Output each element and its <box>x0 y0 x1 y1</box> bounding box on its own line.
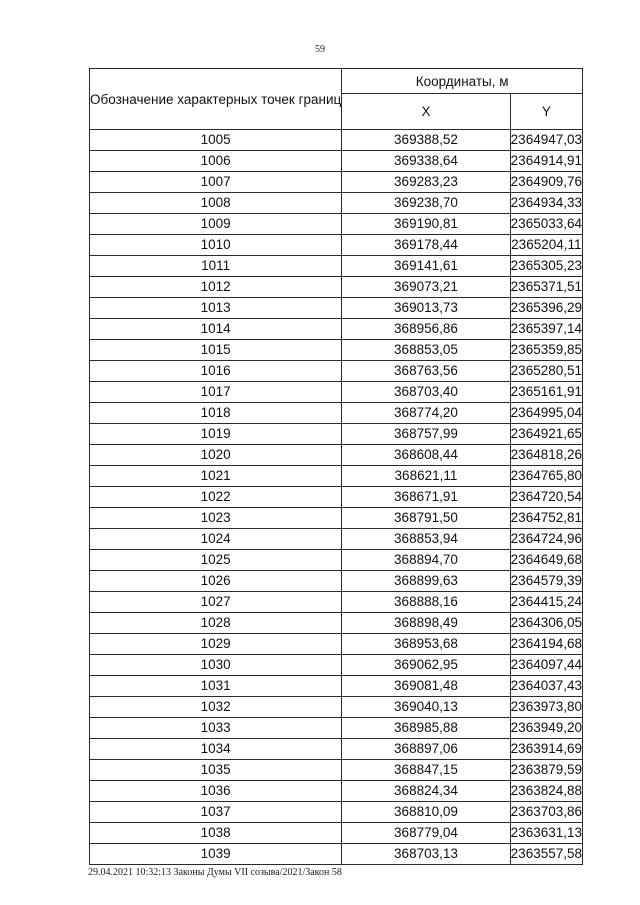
x-coordinate-cell: 369238,70 <box>342 193 510 214</box>
y-coordinate-cell: 2364765,80 <box>510 466 582 487</box>
point-id-cell: 1027 <box>90 592 342 613</box>
x-coordinate-cell: 368824,34 <box>342 781 510 802</box>
table-row <box>90 445 583 466</box>
point-id-cell: 1023 <box>90 508 342 529</box>
point-id-cell: 1033 <box>90 718 342 739</box>
point-id-cell: 1038 <box>90 823 342 844</box>
y-coordinate-cell: 2363703,86 <box>510 802 582 823</box>
table-row <box>90 361 583 382</box>
point-id-cell: 1031 <box>90 676 342 697</box>
table-row <box>90 193 583 214</box>
point-id-cell: 1006 <box>90 151 342 172</box>
table-row <box>90 340 583 361</box>
y-coordinate-cell: 2364995,04 <box>510 403 582 424</box>
x-coordinate-cell: 369062,95 <box>342 655 510 676</box>
x-coordinate-cell: 369141,61 <box>342 256 510 277</box>
table-row <box>90 130 583 151</box>
point-id-cell: 1028 <box>90 613 342 634</box>
x-coordinate-cell: 368956,86 <box>342 319 510 340</box>
point-id-cell: 1037 <box>90 802 342 823</box>
point-id-cell: 1034 <box>90 739 342 760</box>
y-coordinate-cell: 2363949,20 <box>510 718 582 739</box>
table-row <box>90 781 583 802</box>
table-row <box>90 529 583 550</box>
point-id-cell: 1029 <box>90 634 342 655</box>
table-row <box>90 760 583 781</box>
table-row <box>90 613 583 634</box>
table-row <box>90 592 583 613</box>
header-y: Y <box>510 94 582 130</box>
x-coordinate-cell: 368898,49 <box>342 613 510 634</box>
point-id-cell: 1013 <box>90 298 342 319</box>
y-coordinate-cell: 2365161,91 <box>510 382 582 403</box>
table-row <box>90 172 583 193</box>
header-x: X <box>342 94 510 130</box>
table-row <box>90 739 583 760</box>
x-coordinate-cell: 368621,11 <box>342 466 510 487</box>
y-coordinate-cell: 2364649,68 <box>510 550 582 571</box>
table-row <box>90 697 583 718</box>
table-row <box>90 214 583 235</box>
x-coordinate-cell: 368774,20 <box>342 403 510 424</box>
y-coordinate-cell: 2363557,58 <box>510 844 582 865</box>
y-coordinate-cell: 2365305,23 <box>510 256 582 277</box>
y-coordinate-cell: 2364921,65 <box>510 424 582 445</box>
table-row <box>90 382 583 403</box>
point-id-cell: 1005 <box>90 130 342 151</box>
point-id-cell: 1039 <box>90 844 342 865</box>
table-row <box>90 403 583 424</box>
coordinates-table <box>89 68 583 865</box>
x-coordinate-cell: 368953,68 <box>342 634 510 655</box>
x-coordinate-cell: 368894,70 <box>342 550 510 571</box>
x-coordinate-cell: 368779,04 <box>342 823 510 844</box>
table-row <box>90 550 583 571</box>
table-row <box>90 571 583 592</box>
x-coordinate-cell: 369081,48 <box>342 676 510 697</box>
table-row <box>90 718 583 739</box>
x-coordinate-cell: 369073,21 <box>342 277 510 298</box>
x-coordinate-cell: 368897,06 <box>342 739 510 760</box>
point-id-cell: 1017 <box>90 382 342 403</box>
page-number: 59 <box>315 44 325 55</box>
x-coordinate-cell: 369178,44 <box>342 235 510 256</box>
y-coordinate-cell: 2364752,81 <box>510 508 582 529</box>
y-coordinate-cell: 2363631,13 <box>510 823 582 844</box>
x-coordinate-cell: 368888,16 <box>342 592 510 613</box>
y-coordinate-cell: 2364579,39 <box>510 571 582 592</box>
y-coordinate-cell: 2364097,44 <box>510 655 582 676</box>
point-id-cell: 1021 <box>90 466 342 487</box>
table-row <box>90 487 583 508</box>
y-coordinate-cell: 2363824,88 <box>510 781 582 802</box>
table-row <box>90 508 583 529</box>
point-id-cell: 1018 <box>90 403 342 424</box>
point-id-cell: 1036 <box>90 781 342 802</box>
x-coordinate-cell: 369388,52 <box>342 130 510 151</box>
table-row <box>90 298 583 319</box>
point-id-cell: 1025 <box>90 550 342 571</box>
y-coordinate-cell: 2364909,76 <box>510 172 582 193</box>
table-row <box>90 676 583 697</box>
y-coordinate-cell: 2364415,24 <box>510 592 582 613</box>
point-id-cell: 1035 <box>90 760 342 781</box>
table-row <box>90 844 583 865</box>
point-id-cell: 1012 <box>90 277 342 298</box>
table-row <box>90 823 583 844</box>
x-coordinate-cell: 369040,13 <box>342 697 510 718</box>
y-coordinate-cell: 2365396,29 <box>510 298 582 319</box>
point-id-cell: 1024 <box>90 529 342 550</box>
header-coordinates: Координаты, м <box>342 69 583 94</box>
point-id-cell: 1007 <box>90 172 342 193</box>
y-coordinate-cell: 2364934,33 <box>510 193 582 214</box>
y-coordinate-cell: 2365359,85 <box>510 340 582 361</box>
table-row <box>90 319 583 340</box>
table-row <box>90 655 583 676</box>
header-point-label: Обозначение характерных точек границ <box>90 69 342 130</box>
x-coordinate-cell: 368810,09 <box>342 802 510 823</box>
y-coordinate-cell: 2363879,59 <box>510 760 582 781</box>
x-coordinate-cell: 368671,91 <box>342 487 510 508</box>
y-coordinate-cell: 2365371,51 <box>510 277 582 298</box>
x-coordinate-cell: 368847,15 <box>342 760 510 781</box>
y-coordinate-cell: 2364947,03 <box>510 130 582 151</box>
y-coordinate-cell: 2365397,14 <box>510 319 582 340</box>
x-coordinate-cell: 368899,63 <box>342 571 510 592</box>
x-coordinate-cell: 369190,81 <box>342 214 510 235</box>
x-coordinate-cell: 368703,40 <box>342 382 510 403</box>
table-row <box>90 466 583 487</box>
point-id-cell: 1026 <box>90 571 342 592</box>
point-id-cell: 1014 <box>90 319 342 340</box>
table-row <box>90 151 583 172</box>
point-id-cell: 1011 <box>90 256 342 277</box>
x-coordinate-cell: 369013,73 <box>342 298 510 319</box>
table-row <box>90 424 583 445</box>
y-coordinate-cell: 2365280,51 <box>510 361 582 382</box>
point-id-cell: 1016 <box>90 361 342 382</box>
table-body <box>90 130 583 865</box>
table-row <box>90 802 583 823</box>
x-coordinate-cell: 368985,88 <box>342 718 510 739</box>
point-id-cell: 1009 <box>90 214 342 235</box>
y-coordinate-cell: 2363973,80 <box>510 697 582 718</box>
point-id-cell: 1022 <box>90 487 342 508</box>
y-coordinate-cell: 2364724,96 <box>510 529 582 550</box>
x-coordinate-cell: 368763,56 <box>342 361 510 382</box>
x-coordinate-cell: 368703,13 <box>342 844 510 865</box>
point-id-cell: 1019 <box>90 424 342 445</box>
point-id-cell: 1010 <box>90 235 342 256</box>
table-row <box>90 634 583 655</box>
y-coordinate-cell: 2364914,91 <box>510 151 582 172</box>
table-row <box>90 256 583 277</box>
point-id-cell: 1030 <box>90 655 342 676</box>
point-id-cell: 1015 <box>90 340 342 361</box>
y-coordinate-cell: 2364194,68 <box>510 634 582 655</box>
y-coordinate-cell: 2365033,64 <box>510 214 582 235</box>
y-coordinate-cell: 2364037,43 <box>510 676 582 697</box>
point-id-cell: 1020 <box>90 445 342 466</box>
x-coordinate-cell: 369338,64 <box>342 151 510 172</box>
x-coordinate-cell: 368608,44 <box>342 445 510 466</box>
y-coordinate-cell: 2365204,11 <box>510 235 582 256</box>
x-coordinate-cell: 368757,99 <box>342 424 510 445</box>
table-row <box>90 235 583 256</box>
y-coordinate-cell: 2364818,26 <box>510 445 582 466</box>
x-coordinate-cell: 368791,50 <box>342 508 510 529</box>
footer-stamp: 29.04.2021 10:32:13 Законы Думы VII созыва/2021/Закон 58 <box>88 867 342 878</box>
x-coordinate-cell: 369283,23 <box>342 172 510 193</box>
y-coordinate-cell: 2363914,69 <box>510 739 582 760</box>
y-coordinate-cell: 2364720,54 <box>510 487 582 508</box>
x-coordinate-cell: 368853,05 <box>342 340 510 361</box>
x-coordinate-cell: 368853,94 <box>342 529 510 550</box>
table-row <box>90 277 583 298</box>
point-id-cell: 1008 <box>90 193 342 214</box>
point-id-cell: 1032 <box>90 697 342 718</box>
y-coordinate-cell: 2364306,05 <box>510 613 582 634</box>
